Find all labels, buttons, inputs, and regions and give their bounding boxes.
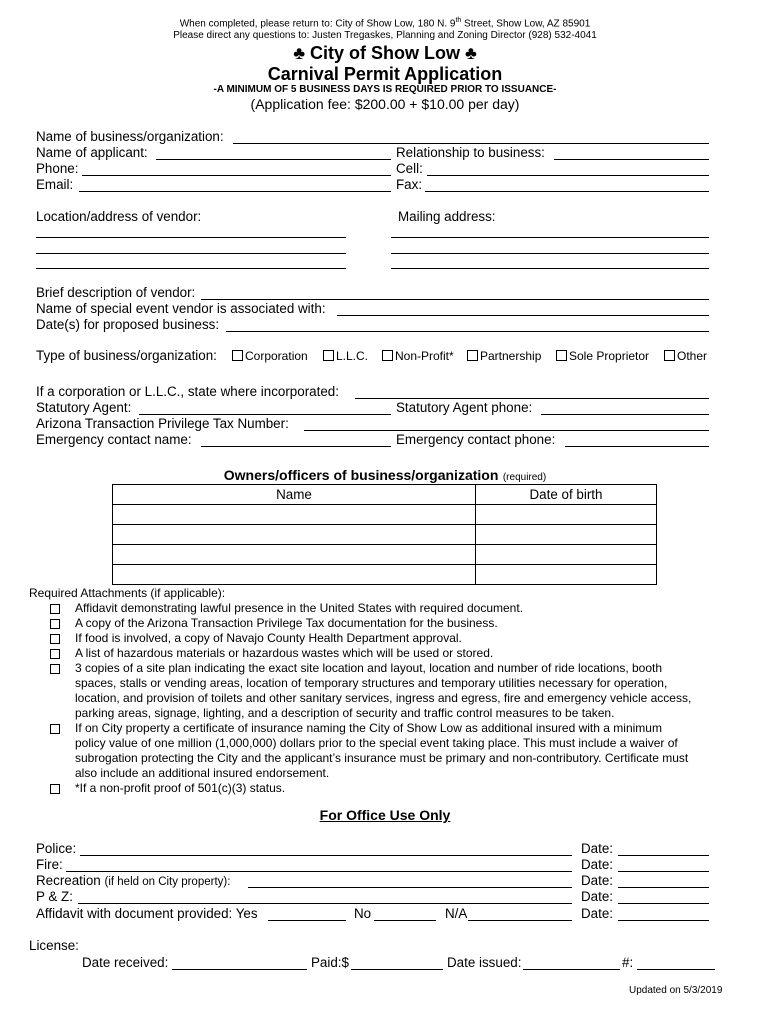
business-type-label: Type of business/organization: — [36, 348, 217, 363]
police-label: Police: — [36, 841, 77, 856]
emergency-phone-label: Emergency contact phone: — [396, 432, 556, 447]
office-use-heading: For Office Use Only — [319, 807, 451, 823]
mailing-field-2[interactable] — [391, 253, 709, 254]
type-sole-proprietor[interactable]: Sole Proprietor — [556, 349, 649, 363]
applicant-name-field[interactable] — [156, 159, 391, 160]
location-field-2[interactable] — [36, 253, 346, 254]
mailing-field-1[interactable] — [391, 237, 709, 238]
type-partnership[interactable]: Partnership — [467, 349, 541, 363]
tax-number-field[interactable] — [304, 430, 709, 431]
affidavit-date-field[interactable] — [618, 920, 709, 921]
checkbox-icon[interactable] — [556, 350, 567, 361]
pz-label: P & Z: — [36, 889, 73, 904]
statutory-agent-field[interactable] — [139, 414, 391, 415]
owner-dob-cell[interactable] — [476, 565, 657, 585]
checkbox-icon[interactable] — [50, 634, 60, 644]
special-event-field[interactable] — [337, 315, 709, 316]
police-date-label: Date: — [581, 841, 614, 856]
fire-date-field[interactable] — [618, 871, 709, 872]
phone-field[interactable] — [82, 175, 391, 176]
police-field[interactable] — [80, 855, 572, 856]
paid-label: Paid:$ — [311, 955, 349, 970]
relationship-label: Relationship to business: — [396, 145, 545, 160]
checkbox-icon[interactable] — [50, 649, 60, 659]
checkbox-icon[interactable] — [467, 350, 478, 361]
affidavit-na-field[interactable] — [468, 920, 572, 921]
relationship-field[interactable] — [554, 159, 709, 160]
affidavit-no-field[interactable] — [374, 920, 436, 921]
location-field-1[interactable] — [36, 237, 346, 238]
pz-date-field[interactable] — [618, 903, 709, 904]
state-incorporated-field[interactable] — [355, 398, 709, 399]
col-name-header: Name — [113, 485, 476, 505]
recreation-field[interactable] — [248, 887, 572, 888]
table-row — [113, 545, 657, 565]
checkbox-icon[interactable] — [323, 350, 334, 361]
emergency-phone-field[interactable] — [565, 446, 709, 447]
affidavit-na-label: N/A — [445, 906, 468, 921]
applicant-name-label: Name of applicant: — [36, 145, 148, 160]
checkbox-icon[interactable] — [664, 350, 675, 361]
owner-dob-cell[interactable] — [476, 525, 657, 545]
description-field[interactable] — [201, 299, 709, 300]
mailing-label: Mailing address: — [398, 209, 496, 224]
col-dob-header: Date of birth — [476, 485, 657, 505]
cell-field[interactable] — [427, 175, 709, 176]
type-llc[interactable]: L.L.C. — [323, 349, 368, 363]
table-header-row — [113, 485, 657, 505]
police-date-field[interactable] — [618, 855, 709, 856]
cell-label: Cell: — [396, 161, 423, 176]
state-incorporated-label: If a corporation or L.L.C., state where incorporated: — [36, 384, 339, 399]
fax-label: Fax: — [396, 177, 423, 192]
checkbox-icon[interactable] — [232, 350, 243, 361]
table-row — [113, 525, 657, 545]
table-row — [113, 565, 657, 585]
fax-field[interactable] — [425, 191, 709, 192]
statutory-agent-label: Statutory Agent: — [36, 400, 132, 415]
emergency-name-label: Emergency contact name: — [36, 432, 192, 447]
owner-dob-cell[interactable] — [476, 545, 657, 565]
type-other[interactable]: Other — [664, 349, 707, 363]
fire-field[interactable] — [66, 871, 572, 872]
updated-date: Updated on 5/3/2019 — [629, 985, 723, 996]
tax-number-label: Arizona Transaction Privilege Tax Number: — [36, 416, 289, 431]
questions-contact: Please direct any questions to: Justen Tregaskes, Planning and Zoning Director (928) 532-4041 — [173, 30, 597, 41]
date-received-field[interactable] — [172, 969, 307, 970]
business-name-field[interactable] — [233, 143, 709, 144]
table-row — [113, 505, 657, 525]
city-title: ♣ City of Show Low ♣ — [293, 43, 477, 63]
affidavit-label: Affidavit with document provided: Yes — [36, 906, 258, 921]
license-number-label: #: — [622, 955, 634, 970]
statutory-agent-phone-field[interactable] — [541, 414, 709, 415]
checkbox-icon[interactable] — [382, 350, 393, 361]
email-label: Email: — [36, 177, 74, 192]
fire-date-label: Date: — [581, 857, 614, 872]
date-issued-field[interactable] — [523, 969, 620, 970]
dates-field[interactable] — [226, 331, 709, 332]
recreation-label: Recreation (if held on City property): — [36, 873, 231, 888]
checkbox-icon[interactable] — [50, 604, 60, 614]
checkbox-icon[interactable] — [50, 784, 60, 794]
owner-name-cell[interactable] — [113, 565, 476, 585]
type-corporation[interactable]: Corporation — [232, 349, 308, 363]
statutory-agent-phone-label: Statutory Agent phone: — [396, 400, 533, 415]
form-title: Carnival Permit Application — [267, 64, 503, 84]
description-label: Brief description of vendor: — [36, 285, 196, 300]
checkbox-icon[interactable] — [50, 664, 60, 674]
mailing-field-3[interactable] — [391, 268, 709, 269]
special-event-label: Name of special event vendor is associated with: — [36, 301, 326, 316]
owners-table — [112, 484, 657, 585]
paid-field[interactable] — [351, 969, 443, 970]
recreation-date-label: Date: — [581, 873, 614, 888]
affidavit-date-label: Date: — [581, 906, 614, 921]
owner-name-cell[interactable] — [113, 525, 476, 545]
affidavit-yes-field[interactable] — [268, 920, 346, 921]
phone-label: Phone: — [36, 161, 79, 176]
pz-date-label: Date: — [581, 889, 614, 904]
owner-dob-cell[interactable] — [476, 505, 657, 525]
owners-heading: Owners/officers of business/organization (required) — [223, 467, 547, 483]
date-issued-label: Date issued: — [447, 955, 522, 970]
business-name-label: Name of business/organization: — [36, 129, 224, 144]
dates-label: Date(s) for proposed business: — [36, 317, 220, 332]
location-field-3[interactable] — [36, 268, 346, 269]
recreation-date-field[interactable] — [618, 887, 709, 888]
date-received-label: Date received: — [82, 955, 169, 970]
pz-field[interactable] — [78, 903, 572, 904]
checkbox-icon[interactable] — [50, 724, 60, 734]
license-label: License: — [29, 938, 79, 953]
type-nonprofit[interactable]: Non-Profit* — [382, 349, 454, 363]
owner-name-cell[interactable] — [113, 545, 476, 565]
location-label: Location/address of vendor: — [36, 209, 202, 224]
notice: -A MINIMUM OF 5 BUSINESS DAYS IS REQUIRED PRIOR TO ISSUANCE- — [213, 84, 557, 95]
owner-name-cell[interactable] — [113, 505, 476, 525]
emergency-name-field[interactable] — [201, 446, 391, 447]
attachments-heading: Required Attachments (if applicable): — [29, 586, 226, 600]
application-fee: (Application fee: $200.00 + $10.00 per day) — [250, 96, 520, 112]
fire-label: Fire: — [36, 857, 63, 872]
affidavit-no-label: No — [354, 906, 372, 921]
checkbox-icon[interactable] — [50, 619, 60, 629]
license-number-field[interactable] — [637, 969, 715, 970]
email-field[interactable] — [79, 191, 391, 192]
return-address: When completed, please return to: City of Show Low, 180 N. 9th Street, Show Low, AZ 85901 — [179, 17, 591, 30]
